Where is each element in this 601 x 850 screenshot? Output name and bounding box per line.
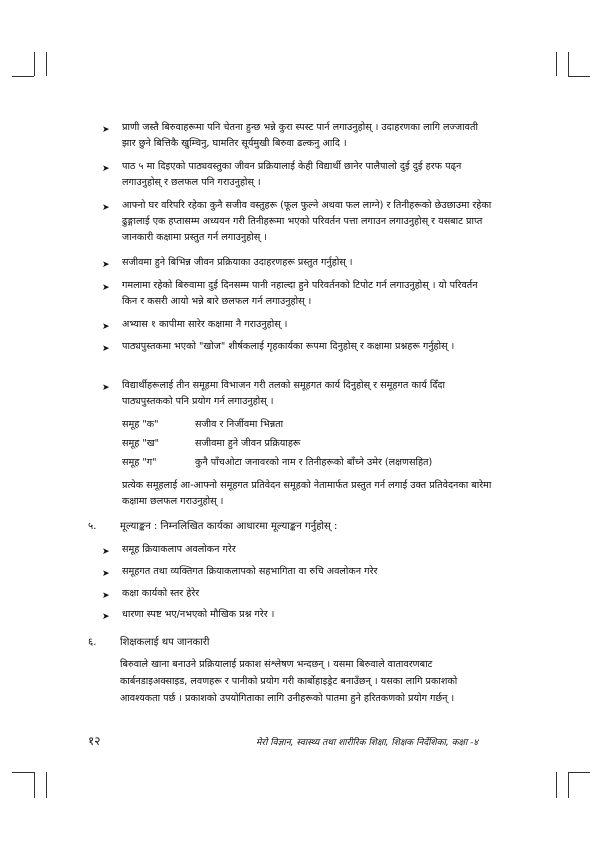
list-item: सजीवमा हुने बिभिन्न जीवन प्रक्रियाका उदाहरणहरू प्रस्तुत गर्नुहोस् । [122,257,353,268]
section-5-title: मूल्याङ्कन : निम्नलिखित कार्यका आधारमा मूल्याङ्कन गर्नुहोस् : [120,521,338,532]
section-6-number: ६. [88,637,97,648]
bullet-icon: ➤ [102,569,110,579]
footer-text: मेरो विज्ञान, स्वास्थ्य तथा शारीरिक शिक्षा, शिक्षक निर्देशिका, कक्षा -४ [256,738,479,748]
list-item: पाठ्यपुस्तकमा भएको "खोज" शीर्षकलाई गृहकार्यका रूपमा दिनुहोस् र कक्षामा प्रश्नहरू गर्नुहोस् । [122,341,455,352]
bullet-icon: ➤ [102,547,110,557]
section-6-paragraph: बिरुवाले खाना बनाउने प्रक्रियालाई प्रकाश संश्लेषण भन्दछन् । यसमा बिरुवाले वातावरणबाट कार्बनडाइअक्साइड, लवणहरू र पानीको प्रयोग गरी कार्बोहाइड्रेट बनाउँछन् । यसका लागि प्रकाशको आवश्यकता पर्छ । प्रकाशको उपयोगिताका लागि उनीहरूको पातमा हुने हरितकणको प्रयोग गर्छन् । [120,659,458,705]
list-item: धारणा स्पष्ट भए/नभएको मौखिक प्रश्न गरेर । [122,609,275,620]
list-item: अभ्यास १ कापीमा सारेर कक्षामा नै गराउनुहोस् । [122,319,288,330]
group-desc: कुनै पाँचओटा जनावरको नाम र तिनीहरूको बाँच्ने उमेर (लक्षणसहित) [195,457,433,468]
group-label: समूह "ख" [122,438,160,449]
group-label: समूह "क" [122,419,159,430]
page-number: १२ [88,734,101,748]
list-item: कक्षा कार्यको स्तर हेरेर [122,588,200,599]
list-item: समूह क्रियाकलाप अवलोकन गरेर [122,544,236,555]
bullet-icon: ➤ [102,322,110,332]
bullet-icon: ➤ [102,344,110,354]
bullet-icon: ➤ [102,383,110,393]
bullet-icon: ➤ [102,283,110,293]
bullet-icon: ➤ [102,164,110,174]
group-desc: सजीवमा हुने जीवन प्रक्रियाहरू [195,438,301,449]
list-item: समूहगत तथा व्यक्तिगत क्रियाकलापको सहभागिता वा रुचि अवलोकन गरेर [122,566,378,577]
bullet-icon: ➤ [102,125,110,135]
group-note: प्रत्येक समूहलाई आ-आफ्नो समूहगत प्रतिवेदन समूहको नेतामार्फत प्रस्तुत गर्न लगाई उक्त प्रतिवेदनका बारेमा कक्षामा छलफल गराउनुहोस् । [122,480,492,508]
list-item: विद्यार्थीहरूलाई तीन समूहमा विभाजन गरी तलको समूहगत कार्य दिनुहोस् र समूहगत कार्य दिँदा पाठ्यपुस्तकको पनि प्रयोग गर्न लगाउनुहोस् । [122,380,446,408]
list-item: गमलामा रहेको बिरुवामा दुई दिनसम्म पानी नहाल्दा हुने परिवर्तनको टिपोट गर्न लगाउनुहोस् । यो परिवर्तन किन र कसरी आयो भन्ने बारे छलफल गर्न लगाउनुहोस् । [122,280,478,308]
list-item: आफ्नो घर वरिपरि रहेका कुनै सजीव वस्तुहरू (फूल फुल्ने अथवा फल लाग्ने) र तिनीहरूको छेउछाउमा रहेका ढुङ्गालाई एक हप्तासम्म अध्ययन गरी तिनीहरूमा भएको परिवर्तन पत्ता लगाउन लगाउनुहोस् र यसबाट प्राप्त जानकारी कक्षामा प्रस्तुत गर्न लगाउनुहोस् । [122,200,492,244]
group-desc: सजीव र निर्जीवमा भिन्नता [195,419,284,430]
list-item: प्राणी जस्तै बिरुवाहरूमा पनि चेतना हुन्छ भन्ने कुरा स्पस्ट पार्न लगाउनुहोस् । उदाहरणका लागि लज्जावती झार छुने बित्तिकै खुम्चिनु, घामतिर सूर्यमुखी बिरुवा ढल्कनु आदि । [122,122,478,150]
section-5-number: ५. [88,521,97,532]
section-6-title: शिक्षकलाई थप जानकारी [120,637,210,648]
bullet-icon: ➤ [102,260,110,270]
bullet-icon: ➤ [102,612,110,622]
bullet-icon: ➤ [102,591,110,601]
bullet-icon: ➤ [102,203,110,213]
group-label: समूह "ग" [122,457,157,468]
list-item: पाठ ५ मा दिइएको पाठ्यवस्तुका जीवन प्रक्रियालाई केही विद्यार्थी छानेर पालैपालो दुई दुई हरफ पढ्न लगाउनुहोस् र छलफल पनि गराउनुहोस् । [122,161,462,189]
